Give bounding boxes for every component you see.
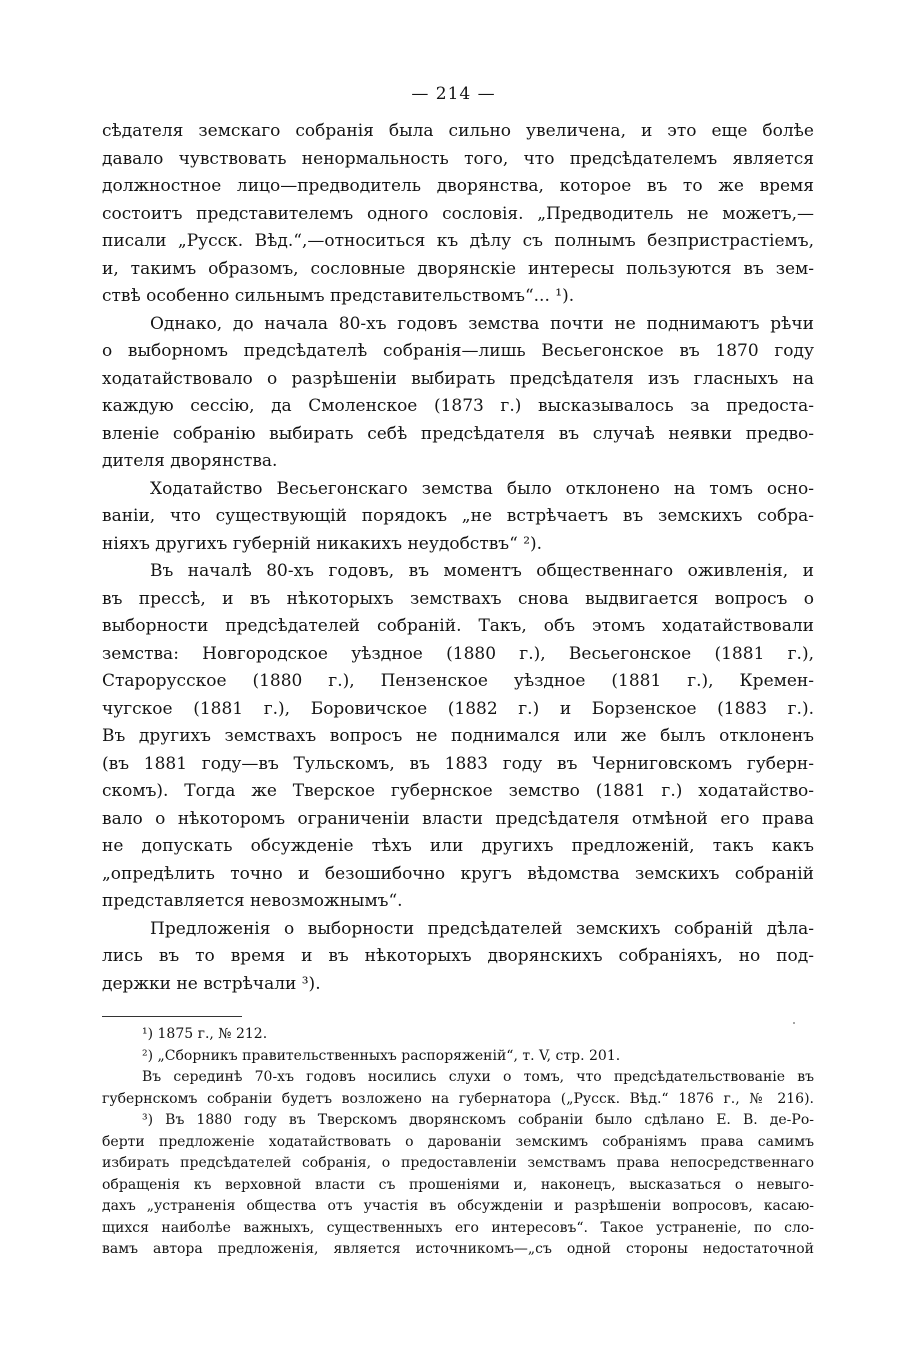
footnote-line: ²) „Сборникъ правительственныхъ распоряженій“, т. V, стр. 201. [142, 1047, 621, 1064]
text-line: ствѣ особенно сильнымъ представительствомъ“... ¹). [102, 286, 575, 306]
text-line: выборности предсѣдателей собраній. Такъ, объ этомъ ходатайствовали [102, 616, 814, 636]
footnote-line: избирать предсѣдателей собранія, о предоставленіи земствамъ права непосредственнаго [102, 1155, 814, 1171]
text-line: и, такимъ образомъ, сословные дворянскіе интересы пользуются въ зем- [102, 258, 814, 279]
page-number: — 214 — [411, 84, 496, 104]
text-line: Въ началѣ 80-хъ годовъ, въ моментъ общественнаго оживленія, и [150, 561, 814, 581]
text-line: чугское (1881 г.), Боровичское (1882 г.) и Борзенское (1883 г.). [102, 698, 814, 719]
text-line: (въ 1881 году—въ Тульскомъ, въ 1883 году въ Черниговскомъ губерн- [102, 753, 814, 774]
footnote-line: ¹) 1875 г., № 212. [142, 1026, 268, 1042]
text-line: ніяхъ другихъ губерній никакихъ неудобствъ“ ²). [102, 533, 543, 554]
body-text [102, 118, 814, 998]
footnote-line: обращенія къ верховной власти съ прошеніями и, наконецъ, высказаться о невыго- [102, 1176, 814, 1193]
text-line: вало о нѣкоторомъ ограниченіи власти предсѣдателя отмѣной его права [102, 808, 814, 829]
footnote-line: берти предложеніе ходатайствовать о дарованіи земскимъ собраніямъ права самимъ [102, 1133, 814, 1150]
text-line: каждую сессію, да Смоленское (1873 г.) высказывалось за предоста- [102, 396, 814, 416]
footnote-line: дахъ „устраненія общества отъ участія въ обсужденіи и разрѣшеніи вопросовъ, касаю- [102, 1198, 814, 1214]
footnote-line: вамъ автора предложенія, является источникомъ—„съ одной стороны недостаточной [102, 1241, 814, 1257]
text-line: Однако, до начала 80-хъ годовъ земства почти не поднимаютъ рѣчи [150, 313, 814, 334]
footnote-divider [102, 1016, 242, 1017]
text-line: земства: Новгородское уѣздное (1880 г.), Весьегонское (1881 г.), [102, 643, 814, 664]
text-line: держки не встрѣчали ³). [102, 973, 321, 994]
text-line: вленіе собранію выбирать себѣ предсѣдателя въ случаѣ неявки предво- [102, 423, 814, 444]
text-line: Предложенія о выборности предсѣдателей земскихъ собраній дѣла- [150, 918, 814, 939]
text-line: должностное лицо—предводитель дворянства, которое въ то же время [102, 176, 814, 196]
text-line: представляется невозможнымъ“. [102, 891, 403, 911]
text-line: дителя дворянства. [102, 451, 278, 471]
text-line: о выборномъ предсѣдателѣ собранія—лишь Весьегонское въ 1870 году [102, 341, 814, 361]
footnote-line: ³) Въ 1880 году въ Тверскомъ дворянскомъ собраніи было сдѣлано Е. В. де-Ро- [142, 1112, 814, 1128]
text-line: писали „Русск. Вѣд.“,—относиться къ дѣлу съ полнымъ безпристрастіемъ, [102, 231, 814, 251]
text-line: сѣдателя земскаго собранія была сильно увеличена, и это еще болѣе [102, 121, 814, 141]
text-line: Ходатайство Весьегонскаго земства было отклонено на томъ осно- [150, 478, 814, 499]
text-line: Въ другихъ земствахъ вопросъ не поднимался или же былъ отклоненъ [102, 726, 814, 746]
text-line: Старорусское (1880 г.), Пензенское уѣздное (1881 г.), Кремен- [102, 671, 814, 691]
text-line: не допускать обсужденіе тѣхъ или другихъ предложеній, такъ какъ [102, 836, 814, 856]
text-line: ваніи, что существующій порядокъ „не встрѣчаетъ въ земскихъ собра- [102, 506, 814, 526]
text-line: давало чувствовать ненормальность того, что предсѣдателемъ является [102, 148, 814, 169]
footnotes [102, 1024, 814, 1261]
text-line: въ прессѣ, и въ нѣкоторыхъ земствахъ снова выдвигается вопросъ о [102, 588, 814, 609]
text-line: состоитъ представителемъ одного сословія. „Предводитель не можетъ,— [102, 203, 814, 224]
text-line: лись въ то время и въ нѣкоторыхъ дворянскихъ собраніяхъ, но под- [102, 946, 814, 966]
text-line: скомъ). Тогда же Тверское губернское земство (1881 г.) ходатайство- [102, 781, 814, 801]
footnote-line: Въ серединѣ 70-хъ годовъ носились слухи о томъ, что предсѣдательствованіе въ [142, 1069, 814, 1085]
text-line: „опредѣлить точно и безошибочно кругъ вѣдомства земскихъ собраній [102, 863, 814, 884]
footnote-line: губернскомъ собраніи будетъ возложено на губернатора („Русск. Вѣд.“ 1876 г., № 216). [102, 1090, 814, 1107]
text-line: ходатайствовало о разрѣшеніи выбирать предсѣдателя изъ гласныхъ на [102, 368, 814, 389]
footnote-line: щихся наиболѣе важныхъ, существенныхъ его интересовъ“. Такое устраненіе, по сло- [102, 1219, 814, 1236]
